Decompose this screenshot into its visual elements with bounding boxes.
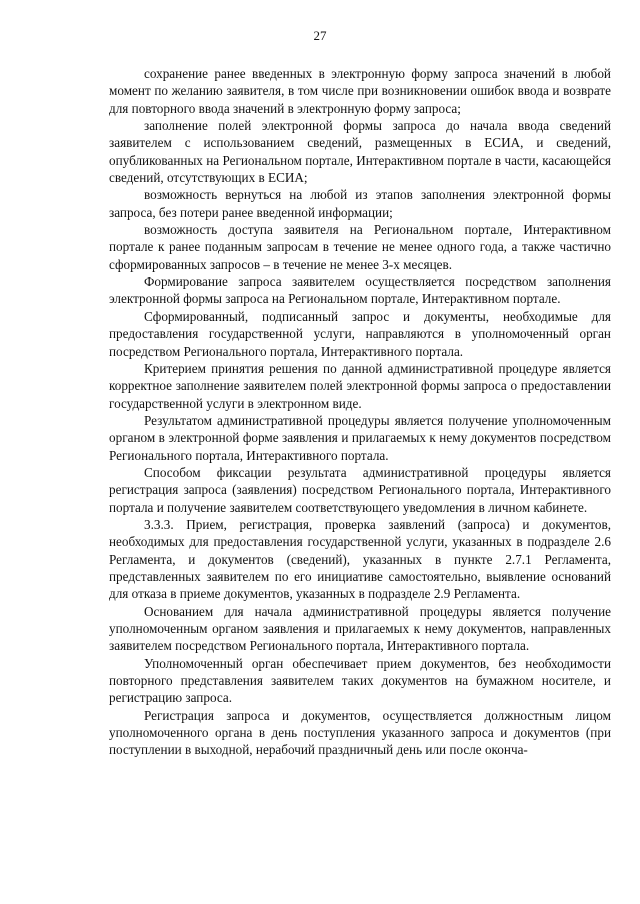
- paragraph: возможность доступа заявителя на Региональном портале, Интерактивном портале к ранее поданным запросам в течение не менее одного года, а также частично сформированных запросов – в течение не менее 3-х месяцев.: [109, 222, 611, 272]
- paragraph: Результатом административной процедуры является получение уполномоченным органом в электронной форме заявления и прилагаемых к нему документов посредством Регионального портала, Интерактивного портала.: [109, 412, 611, 463]
- paragraph: Сформированный, подписанный запрос и документы, необходимые для предоставления государственной услуги, направляются в уполномоченный орган посредством Регионального портала, Интерактивного портала.: [109, 308, 611, 359]
- paragraph: возможность вернуться на любой из этапов заполнения электронной формы запроса, без потери ранее введенной информации;: [109, 187, 611, 220]
- paragraph: Критерием принятия решения по данной административной процедуре является корректное заполнение заявителем полей электронной формы запроса о предоставлении государственной услуги в электронном виде.: [109, 360, 611, 411]
- page-number: 27: [313, 28, 327, 43]
- paragraph: Способом фиксации результата административной процедуры является регистрация запроса (заявления) посредством Регионального портала, Интерактивного портала и получение заявителем соответствующего уведомления в личном кабинете.: [109, 464, 611, 515]
- paragraph: 3.3.3. Прием, регистрация, проверка заявлений (запроса) и документов, необходимых для предоставления государственной услуги, указанных в подразделе 2.6 Регламента, и документов (сведений), указанных в пункте 2.7.1 Регламента, представленных заявителем по его инициативе самостоятельно, выявление оснований для отказа в приеме документов, указанных в подразделе 2.9 Регламента.: [109, 516, 611, 602]
- paragraph: заполнение полей электронной формы запроса до начала ввода сведений заявителем с использованием сведений, размещенных в ЕСИА, и сведений, опубликованных на Региональном портале, Интерактивном портале в части, касающейся сведений, отсутствующих в ЕСИА;: [109, 118, 611, 186]
- paragraph: сохранение ранее введенных в электронную форму запроса значений в любой момент по желанию заявителя, в том числе при возникновении ошибок ввода и возврате для повторного ввода значений в электронную форму запроса;: [109, 66, 611, 116]
- body-text: [109, 65, 611, 759]
- paragraph: Основанием для начала административной процедуры является получение уполномоченным органом заявления и прилагаемых к нему документов, направленных заявителем посредством Регионального портала, Интерактивного портала.: [109, 603, 611, 654]
- paragraph: Формирование запроса заявителем осуществляется посредством заполнения электронной формы запроса на Региональном портале, Интерактивном портале.: [109, 274, 611, 307]
- paragraph: Уполномоченный орган обеспечивает прием документов, без необходимости повторного представления заявителем таких документов на бумажном носителе, и регистрацию запроса.: [109, 655, 611, 706]
- paragraph: Регистрация запроса и документов, осуществляется должностным лицом уполномоченного органа в день поступления указанного запроса и документов (при поступлении в выходной, нерабочий праздничный день или после оконча-: [109, 707, 611, 758]
